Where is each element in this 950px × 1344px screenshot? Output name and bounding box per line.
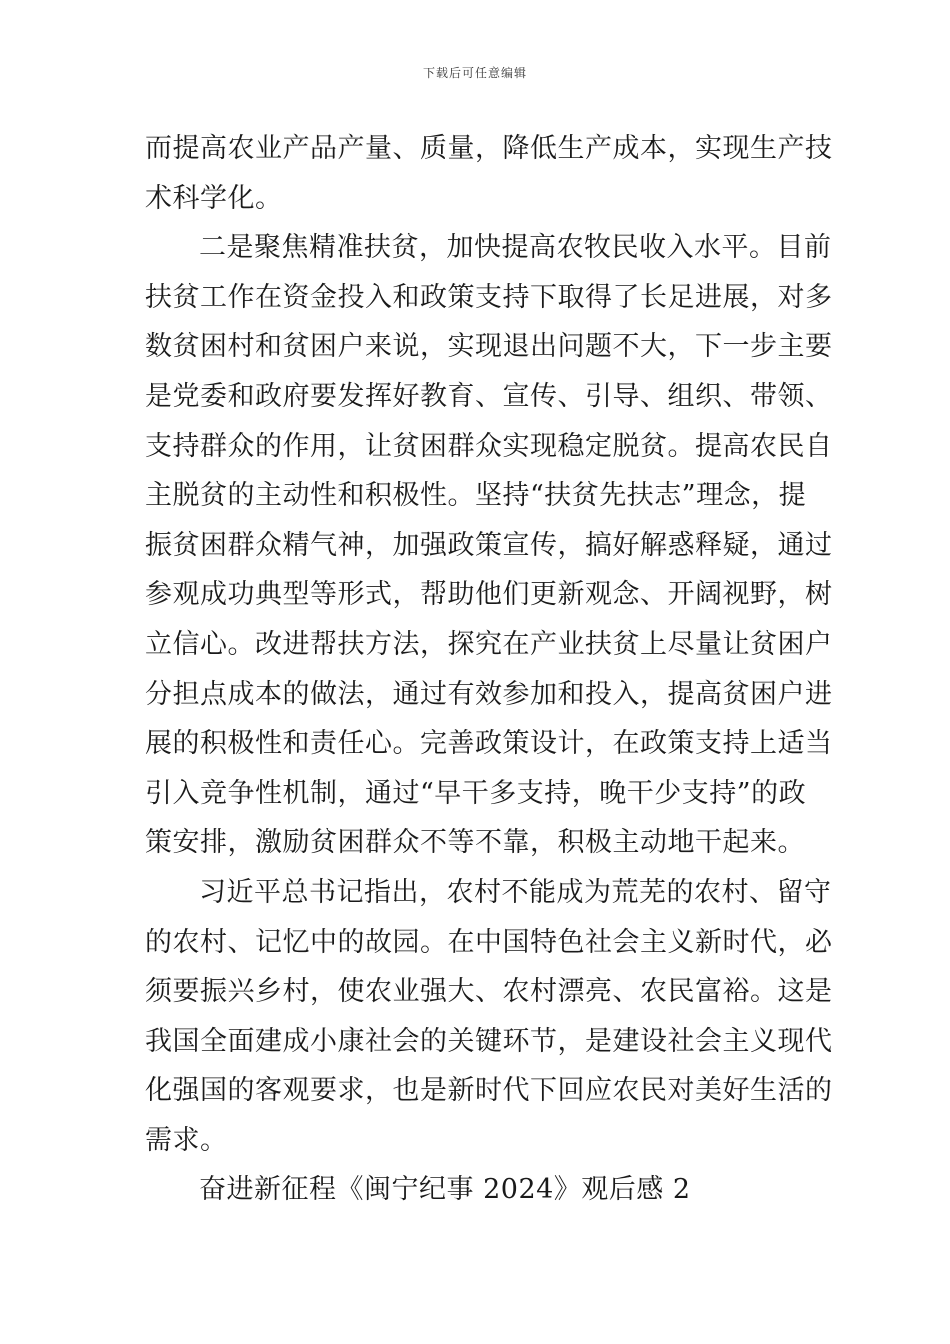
text-line: 化强国的客观要求，也是新时代下回应农民对美好生活的: [145, 1075, 833, 1107]
text-line: 立信心。改进帮扶方法，探究在产业扶贫上尽量让贫困户: [145, 628, 833, 660]
text-line: 主脱贫的主动性和积极性。坚持“扶贫先扶志”理念，提: [145, 480, 807, 512]
text-line: 而提高农业产品产量、质量，降低生产成本，实现生产技: [145, 133, 833, 164]
page-header: 下载后可任意编辑: [422, 66, 527, 80]
text-line: 扶贫工作在资金投入和政策支持下取得了长足进展，对多: [145, 281, 833, 313]
text-line: 须要振兴乡村，使农业强大、农村漂亮、农民富裕。这是: [145, 976, 833, 1008]
text-line: 二是聚焦精准扶贫，加快提高农牧民收入水平。目前: [199, 232, 832, 264]
text-line: 支持群众的作用，让贫困群众实现稳定脱贫。提高农民自: [145, 430, 833, 462]
paragraph: [145, 1165, 815, 1215]
text-line: 是党委和政府要发挥好教育、宣传、引导、组织、带领、: [145, 380, 833, 412]
text-line: 振贫困群众精气神，加强政策宣传，搞好解惑释疑，通过: [145, 529, 833, 561]
text-line: 数贫困村和贫困户来说，实现退出问题不大，下一步主要: [145, 331, 833, 363]
text-line: 策安排，激励贫困群众不等不靠，积极主动地干起来。: [145, 827, 805, 859]
text-line: 术科学化。: [145, 182, 283, 214]
document-body: [145, 124, 833, 1215]
section-title: 奋进新征程《闽宁纪事 2024》观后感 2: [199, 1174, 691, 1206]
paragraph: [145, 124, 833, 223]
text-line: 我国全面建成小康社会的关键环节，是建设社会主义现代: [145, 1025, 833, 1057]
text-line: 参观成功典型等形式，帮助他们更新观念、开阔视野，树: [145, 579, 833, 611]
text-line: 习近平总书记指出，农村不能成为荒芜的农村、留守: [199, 876, 832, 908]
text-line: 分担点成本的做法，通过有效参加和投入，提高贫困户进: [145, 678, 833, 710]
paragraph: [145, 223, 833, 868]
text-line: 的农村、记忆中的故园。在中国特色社会主义新时代，必: [145, 926, 833, 958]
text-line: 需求。: [145, 1124, 228, 1156]
text-line: 展的积极性和责任心。完善政策设计，在政策支持上适当: [145, 728, 833, 760]
text-line: 引入竞争性机制，通过“早干多支持，晚干少支持”的政: [145, 777, 807, 809]
paragraph: [145, 868, 833, 1166]
